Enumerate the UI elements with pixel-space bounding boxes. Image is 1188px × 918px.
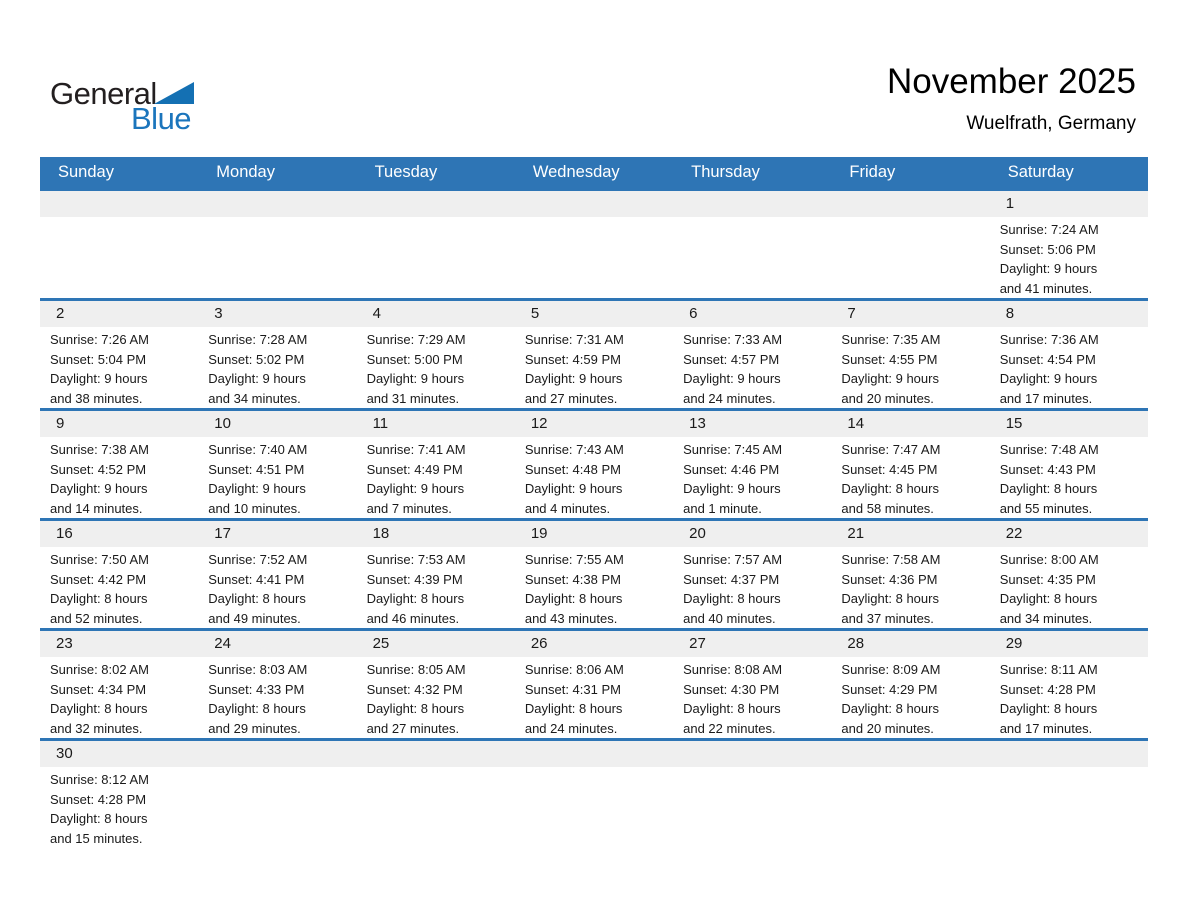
empty-day-number bbox=[357, 741, 515, 767]
day-sunset: Sunset: 4:45 PM bbox=[841, 461, 938, 477]
day-daylight-line1: Daylight: 9 hours bbox=[683, 371, 781, 386]
day-cell bbox=[515, 657, 673, 738]
day-cell bbox=[990, 657, 1148, 738]
day-number: 7 bbox=[847, 305, 856, 322]
day-sunset: Sunset: 4:41 PM bbox=[208, 571, 305, 587]
day-sunrise: Sunrise: 7:40 AM bbox=[208, 442, 308, 457]
day-number-band bbox=[40, 631, 1148, 657]
day-number: 24 bbox=[214, 635, 231, 652]
day-daylight-line2: and 37 minutes. bbox=[841, 610, 934, 626]
day-number: 20 bbox=[689, 525, 706, 542]
day-sunset: Sunset: 4:28 PM bbox=[999, 681, 1096, 697]
day-number: 25 bbox=[372, 635, 390, 652]
week-row bbox=[40, 298, 1148, 408]
empty-day-cell bbox=[990, 767, 1148, 848]
day-number: 1 bbox=[1005, 195, 1015, 212]
day-sunrise: Sunrise: 7:41 AM bbox=[366, 442, 466, 457]
day-number-band bbox=[40, 521, 1148, 547]
week-content-row bbox=[40, 547, 1148, 628]
day-daylight-line2: and 52 minutes. bbox=[50, 610, 143, 626]
day-sunrise: Sunrise: 7:47 AM bbox=[841, 442, 941, 457]
day-number: 15 bbox=[1005, 415, 1023, 432]
day-daylight-line1: Daylight: 8 hours bbox=[366, 701, 465, 716]
day-daylight-line1: Daylight: 8 hours bbox=[524, 591, 623, 606]
day-daylight-line2: and 34 minutes. bbox=[208, 390, 301, 406]
day-daylight-line1: Daylight: 9 hours bbox=[999, 371, 1098, 386]
day-sunset: Sunset: 4:36 PM bbox=[841, 571, 938, 587]
day-daylight-line2: and 4 minutes. bbox=[524, 500, 611, 516]
day-cell bbox=[40, 327, 198, 408]
week-row bbox=[40, 188, 1148, 298]
day-daylight-line2: and 14 minutes. bbox=[50, 500, 143, 516]
day-daylight-line1: Daylight: 8 hours bbox=[366, 591, 465, 606]
empty-day-cell bbox=[515, 767, 673, 848]
day-number: 30 bbox=[56, 745, 73, 762]
day-cell bbox=[831, 327, 989, 408]
day-sunset: Sunset: 4:57 PM bbox=[683, 351, 780, 367]
day-sunrise: Sunrise: 8:00 AM bbox=[999, 552, 1099, 567]
day-sunrise: Sunrise: 7:57 AM bbox=[683, 552, 783, 567]
empty-day-number bbox=[40, 191, 198, 217]
logo-text-blue: Blue bbox=[131, 101, 192, 136]
weekday-header-row bbox=[40, 157, 1148, 188]
day-sunrise: Sunrise: 7:52 AM bbox=[208, 552, 308, 567]
day-daylight-line2: and 20 minutes. bbox=[841, 390, 934, 406]
empty-day-cell bbox=[357, 767, 515, 848]
title-block bbox=[887, 60, 1136, 139]
day-cell bbox=[673, 547, 831, 628]
day-number: 13 bbox=[689, 415, 706, 432]
day-sunrise: Sunrise: 7:55 AM bbox=[524, 552, 624, 567]
day-sunset: Sunset: 4:52 PM bbox=[50, 461, 147, 477]
day-sunrise: Sunrise: 7:31 AM bbox=[524, 332, 624, 347]
day-daylight-line2: and 43 minutes. bbox=[524, 610, 618, 626]
day-sunrise: Sunrise: 7:28 AM bbox=[208, 332, 308, 347]
logo-text-general: General bbox=[50, 76, 157, 111]
day-number-band bbox=[40, 191, 1148, 217]
day-daylight-line1: Daylight: 9 hours bbox=[208, 481, 306, 496]
day-cell bbox=[40, 767, 198, 848]
day-sunrise: Sunrise: 7:36 AM bbox=[999, 332, 1099, 347]
day-cell bbox=[673, 437, 831, 518]
day-daylight-line1: Daylight: 8 hours bbox=[841, 481, 939, 496]
day-daylight-line2: and 32 minutes. bbox=[50, 720, 143, 736]
day-cell bbox=[515, 437, 673, 518]
day-daylight-line1: Daylight: 9 hours bbox=[524, 371, 623, 386]
day-sunrise: Sunrise: 7:24 AM bbox=[999, 222, 1099, 237]
day-sunset: Sunset: 5:02 PM bbox=[208, 351, 305, 367]
day-sunset: Sunset: 4:38 PM bbox=[524, 571, 621, 587]
day-sunset: Sunset: 4:51 PM bbox=[208, 461, 305, 477]
day-daylight-line1: Daylight: 8 hours bbox=[50, 811, 148, 826]
day-daylight-line2: and 17 minutes. bbox=[999, 720, 1093, 736]
empty-day-number bbox=[198, 741, 356, 767]
day-sunset: Sunset: 4:46 PM bbox=[683, 461, 780, 477]
empty-day-number bbox=[990, 741, 1148, 767]
day-daylight-line2: and 34 minutes. bbox=[999, 610, 1093, 626]
day-sunrise: Sunrise: 7:48 AM bbox=[999, 442, 1099, 457]
day-sunset: Sunset: 5:00 PM bbox=[366, 351, 463, 367]
page-title: November 2025 bbox=[886, 62, 1136, 101]
day-cell bbox=[673, 327, 831, 408]
weekday-header-wednesday: Wednesday bbox=[532, 163, 620, 181]
day-daylight-line2: and 7 minutes. bbox=[366, 500, 452, 516]
day-daylight-line2: and 55 minutes. bbox=[999, 500, 1093, 516]
day-sunset: Sunset: 4:32 PM bbox=[366, 681, 463, 697]
empty-day-cell bbox=[515, 217, 673, 298]
day-daylight-line1: Daylight: 9 hours bbox=[524, 481, 623, 496]
day-cell bbox=[990, 437, 1148, 518]
day-number: 16 bbox=[56, 525, 73, 542]
day-daylight-line2: and 46 minutes. bbox=[366, 610, 460, 626]
day-daylight-line2: and 40 minutes. bbox=[683, 610, 776, 626]
weekday-header-saturday: Saturday bbox=[1007, 163, 1074, 181]
day-cell bbox=[990, 327, 1148, 408]
week-row bbox=[40, 518, 1148, 628]
day-daylight-line1: Daylight: 8 hours bbox=[524, 701, 623, 716]
day-sunrise: Sunrise: 8:11 AM bbox=[999, 662, 1098, 677]
day-number: 22 bbox=[1005, 525, 1023, 542]
day-cell bbox=[515, 327, 673, 408]
day-sunset: Sunset: 4:39 PM bbox=[366, 571, 463, 587]
day-sunset: Sunset: 4:48 PM bbox=[524, 461, 621, 477]
day-daylight-line1: Daylight: 8 hours bbox=[683, 701, 781, 716]
day-number: 17 bbox=[214, 525, 231, 542]
day-daylight-line1: Daylight: 8 hours bbox=[841, 701, 939, 716]
day-number-band bbox=[40, 741, 1148, 767]
day-sunrise: Sunrise: 7:33 AM bbox=[683, 332, 783, 347]
day-daylight-line2: and 20 minutes. bbox=[841, 720, 934, 736]
day-sunrise: Sunrise: 8:03 AM bbox=[208, 662, 308, 677]
day-cell bbox=[357, 657, 515, 738]
weekday-header-tuesday: Tuesday bbox=[374, 163, 438, 181]
empty-day-number bbox=[357, 191, 515, 217]
day-number: 23 bbox=[56, 635, 73, 652]
day-sunset: Sunset: 5:06 PM bbox=[999, 241, 1096, 257]
day-daylight-line1: Daylight: 9 hours bbox=[208, 371, 306, 386]
weekday-header-sunday: Sunday bbox=[58, 163, 114, 181]
day-daylight-line1: Daylight: 9 hours bbox=[50, 481, 148, 496]
day-cell bbox=[673, 657, 831, 738]
weekday-header-monday: Monday bbox=[216, 163, 275, 181]
week-row bbox=[40, 408, 1148, 518]
day-number: 9 bbox=[56, 415, 65, 432]
day-sunset: Sunset: 4:33 PM bbox=[208, 681, 305, 697]
day-sunset: Sunset: 4:29 PM bbox=[841, 681, 938, 697]
week-row bbox=[40, 738, 1148, 848]
weekday-header-thursday: Thursday bbox=[691, 163, 760, 181]
day-number: 27 bbox=[689, 635, 706, 652]
day-sunset: Sunset: 4:31 PM bbox=[524, 681, 621, 697]
day-cell bbox=[198, 547, 356, 628]
day-sunset: Sunset: 4:37 PM bbox=[683, 571, 780, 587]
day-sunrise: Sunrise: 8:02 AM bbox=[50, 662, 149, 677]
day-number: 18 bbox=[372, 525, 390, 542]
day-cell bbox=[40, 547, 198, 628]
day-daylight-line2: and 27 minutes. bbox=[524, 390, 618, 406]
weekday-header-friday: Friday bbox=[849, 163, 896, 181]
day-cell bbox=[198, 657, 356, 738]
empty-day-cell bbox=[198, 217, 356, 298]
week-content-row bbox=[40, 437, 1148, 518]
day-sunrise: Sunrise: 8:08 AM bbox=[683, 662, 783, 677]
day-sunset: Sunset: 4:43 PM bbox=[999, 461, 1096, 477]
day-sunset: Sunset: 5:04 PM bbox=[50, 351, 147, 367]
day-sunset: Sunset: 4:42 PM bbox=[50, 571, 147, 587]
day-sunset: Sunset: 4:54 PM bbox=[999, 351, 1096, 367]
empty-day-number bbox=[515, 741, 673, 767]
week-content-row bbox=[40, 327, 1148, 408]
day-number: 3 bbox=[214, 305, 223, 322]
day-cell bbox=[990, 547, 1148, 628]
empty-day-cell bbox=[831, 767, 989, 848]
empty-day-cell bbox=[357, 217, 515, 298]
day-daylight-line2: and 17 minutes. bbox=[999, 390, 1093, 406]
general-blue-logo bbox=[50, 78, 220, 140]
day-number: 6 bbox=[689, 305, 698, 322]
empty-day-number bbox=[515, 191, 673, 217]
week-row bbox=[40, 628, 1148, 738]
day-cell bbox=[515, 547, 673, 628]
day-sunrise: Sunrise: 7:58 AM bbox=[841, 552, 941, 567]
day-daylight-line2: and 29 minutes. bbox=[208, 720, 301, 736]
day-daylight-line1: Daylight: 9 hours bbox=[366, 481, 465, 496]
day-number: 10 bbox=[214, 415, 231, 432]
day-daylight-line1: Daylight: 9 hours bbox=[683, 481, 781, 496]
day-cell bbox=[357, 437, 515, 518]
day-daylight-line2: and 10 minutes. bbox=[208, 500, 301, 516]
day-sunrise: Sunrise: 7:35 AM bbox=[841, 332, 941, 347]
empty-day-number bbox=[673, 741, 831, 767]
day-number: 11 bbox=[372, 415, 389, 432]
day-cell bbox=[198, 437, 356, 518]
day-sunrise: Sunrise: 8:12 AM bbox=[50, 772, 149, 787]
day-cell bbox=[990, 217, 1148, 298]
week-content-row bbox=[40, 657, 1148, 738]
day-cell bbox=[831, 547, 989, 628]
day-daylight-line2: and 31 minutes. bbox=[366, 390, 460, 406]
day-number: 19 bbox=[530, 525, 548, 542]
day-number: 5 bbox=[530, 305, 540, 322]
day-sunset: Sunset: 4:28 PM bbox=[50, 791, 147, 807]
day-daylight-line2: and 15 minutes. bbox=[50, 830, 143, 846]
day-cell bbox=[40, 657, 198, 738]
day-daylight-line2: and 38 minutes. bbox=[50, 390, 143, 406]
day-number-band bbox=[40, 301, 1148, 327]
day-number: 26 bbox=[530, 635, 548, 652]
day-daylight-line1: Daylight: 9 hours bbox=[50, 371, 148, 386]
day-daylight-line1: Daylight: 8 hours bbox=[841, 591, 939, 606]
day-daylight-line1: Daylight: 9 hours bbox=[999, 261, 1098, 276]
day-daylight-line2: and 24 minutes. bbox=[683, 390, 776, 406]
day-sunrise: Sunrise: 8:05 AM bbox=[366, 662, 466, 677]
day-sunrise: Sunrise: 8:06 AM bbox=[524, 662, 624, 677]
day-daylight-line1: Daylight: 8 hours bbox=[50, 701, 148, 716]
day-daylight-line1: Daylight: 8 hours bbox=[208, 701, 306, 716]
day-number: 14 bbox=[847, 415, 865, 432]
week-content-row bbox=[40, 217, 1148, 298]
day-sunrise: Sunrise: 7:43 AM bbox=[524, 442, 624, 457]
day-daylight-line1: Daylight: 8 hours bbox=[999, 701, 1098, 716]
day-sunset: Sunset: 4:35 PM bbox=[999, 571, 1096, 587]
empty-day-cell bbox=[198, 767, 356, 848]
day-number: 28 bbox=[847, 635, 865, 652]
day-daylight-line2: and 58 minutes. bbox=[841, 500, 934, 516]
day-daylight-line1: Daylight: 8 hours bbox=[50, 591, 148, 606]
day-daylight-line2: and 27 minutes. bbox=[366, 720, 460, 736]
day-number: 21 bbox=[847, 525, 865, 542]
empty-day-number bbox=[673, 191, 831, 217]
day-daylight-line2: and 24 minutes. bbox=[524, 720, 618, 736]
empty-day-number bbox=[831, 191, 989, 217]
week-content-row bbox=[40, 767, 1148, 848]
day-daylight-line1: Daylight: 8 hours bbox=[208, 591, 306, 606]
day-sunset: Sunset: 4:30 PM bbox=[683, 681, 780, 697]
empty-day-cell bbox=[40, 217, 198, 298]
day-daylight-line1: Daylight: 9 hours bbox=[366, 371, 465, 386]
day-sunrise: Sunrise: 7:45 AM bbox=[683, 442, 783, 457]
day-number: 4 bbox=[372, 305, 381, 322]
day-sunset: Sunset: 4:34 PM bbox=[50, 681, 147, 697]
day-daylight-line1: Daylight: 8 hours bbox=[999, 481, 1098, 496]
day-sunset: Sunset: 4:49 PM bbox=[366, 461, 463, 477]
day-sunset: Sunset: 4:55 PM bbox=[841, 351, 938, 367]
day-daylight-line1: Daylight: 9 hours bbox=[841, 371, 939, 386]
empty-day-number bbox=[831, 741, 989, 767]
day-daylight-line1: Daylight: 8 hours bbox=[999, 591, 1098, 606]
day-sunrise: Sunrise: 8:09 AM bbox=[841, 662, 941, 677]
day-sunrise: Sunrise: 7:29 AM bbox=[366, 332, 466, 347]
day-number-band bbox=[40, 411, 1148, 437]
day-sunset: Sunset: 4:59 PM bbox=[524, 351, 621, 367]
day-cell bbox=[831, 657, 989, 738]
day-number: 12 bbox=[530, 415, 548, 432]
day-daylight-line2: and 49 minutes. bbox=[208, 610, 301, 626]
day-sunrise: Sunrise: 7:38 AM bbox=[50, 442, 149, 457]
day-daylight-line2: and 1 minute. bbox=[683, 500, 762, 516]
page-subtitle: Wuelfrath, Germany bbox=[966, 113, 1136, 134]
empty-day-cell bbox=[673, 217, 831, 298]
day-number: 29 bbox=[1005, 635, 1023, 652]
day-daylight-line2: and 41 minutes. bbox=[999, 280, 1093, 296]
day-number: 2 bbox=[56, 305, 65, 322]
empty-day-cell bbox=[831, 217, 989, 298]
empty-day-cell bbox=[673, 767, 831, 848]
day-sunrise: Sunrise: 7:53 AM bbox=[366, 552, 466, 567]
day-sunrise: Sunrise: 7:26 AM bbox=[50, 332, 149, 347]
day-daylight-line1: Daylight: 8 hours bbox=[683, 591, 781, 606]
day-cell bbox=[357, 547, 515, 628]
day-sunrise: Sunrise: 7:50 AM bbox=[50, 552, 149, 567]
day-cell bbox=[831, 437, 989, 518]
day-cell bbox=[40, 437, 198, 518]
day-cell bbox=[357, 327, 515, 408]
calendar bbox=[40, 157, 1148, 848]
day-cell bbox=[198, 327, 356, 408]
day-number: 8 bbox=[1005, 305, 1015, 322]
calendar-grid bbox=[40, 188, 1148, 848]
day-daylight-line2: and 22 minutes. bbox=[683, 720, 776, 736]
empty-day-number bbox=[198, 191, 356, 217]
